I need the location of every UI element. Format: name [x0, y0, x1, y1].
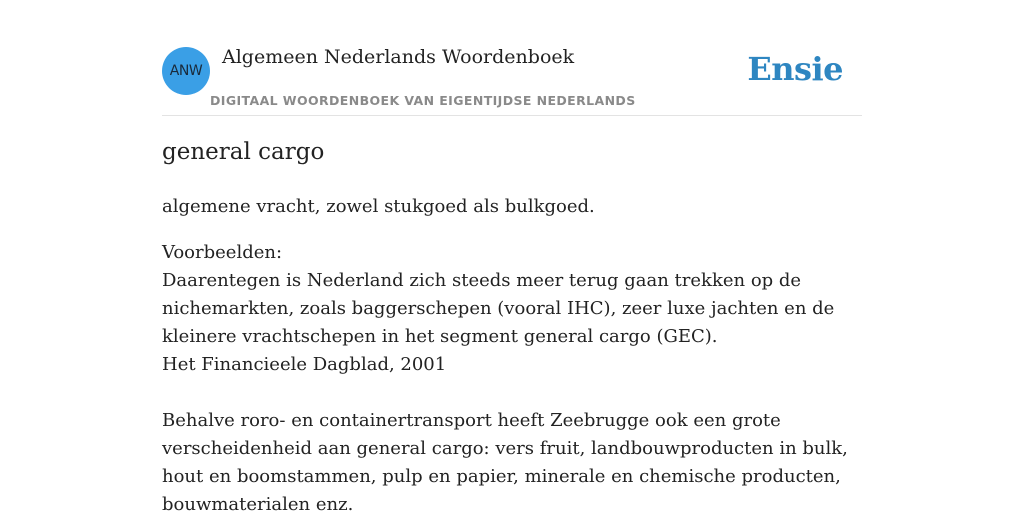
anw-logo[interactable]: [162, 47, 210, 95]
examples-section: [162, 239, 862, 519]
site-subtitle: DIGITAAL WOORDENBOEK VAN EIGENTIJDSE NEDERLANDS: [210, 93, 636, 108]
page: [162, 0, 862, 515]
entry-word: general cargo: [162, 139, 325, 165]
entry-definition: algemene vracht, zowel stukgoed als bulkgoed.: [162, 196, 595, 217]
examples-heading: Voorbeelden:: [162, 242, 283, 263]
logo-text: ANW: [169, 63, 203, 79]
site-header: [162, 0, 862, 116]
site-title[interactable]: Algemeen Nederlands Woordenboek: [222, 46, 575, 68]
example-source: Het Financieele Dagblad, 2001: [162, 354, 447, 375]
example-spacer: [162, 379, 862, 407]
ensie-brand-link[interactable]: Ensie: [747, 50, 843, 88]
example-text: Daarentegen is Nederland zich steeds meer terug gaan trekken op de nichemarkten, zoals baggerschepen (vooral IHC), zeer luxe jachten en de kleinere vrachtschepen in het segment general cargo (GEC).: [162, 270, 835, 347]
example-text: Behalve roro- en containertransport heeft Zeebrugge ook een grote verscheidenheid aan general cargo: vers fruit, landbouwproducten in bulk, hout en boomstammen, pulp en papier, minerale en chemische producten, bouwmaterialen enz.: [162, 410, 848, 515]
